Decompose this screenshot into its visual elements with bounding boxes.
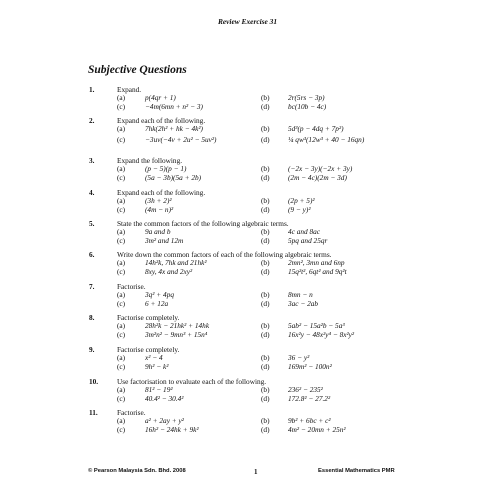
part-expression: 8xy, 4x and 2xy² bbox=[145, 266, 193, 276]
question-instruction: Expand. bbox=[117, 85, 142, 94]
question-part-row bbox=[0, 363, 495, 371]
question-instruction: Use factorisation to evaluate each of the following. bbox=[117, 377, 267, 386]
part-expression: (3h + 2)² bbox=[145, 196, 172, 206]
footer-publisher: © Pearson Malaysia Sdn. Bhd. 2008 bbox=[88, 468, 186, 474]
question-block bbox=[0, 314, 495, 339]
part-expression: 3m²n² − 9mn³ + 15n⁴ bbox=[145, 329, 208, 339]
part-expression: 2mn², 3mn and 6np bbox=[288, 258, 345, 268]
question-part-row bbox=[0, 174, 495, 182]
part-label: (c) bbox=[117, 172, 126, 182]
page-header-title: Review Exercise 31 bbox=[217, 17, 278, 26]
part-label: (d) bbox=[261, 266, 270, 276]
question-part-row bbox=[0, 331, 495, 339]
part-label: (b) bbox=[261, 196, 270, 206]
part-expression: 3q² + 4pq bbox=[145, 290, 175, 300]
question-block bbox=[0, 86, 495, 111]
part-expression: 3ac − 2ab bbox=[288, 298, 319, 308]
footer-page-number: 1 bbox=[254, 468, 258, 476]
part-label: (a) bbox=[117, 258, 126, 268]
question-block bbox=[0, 409, 495, 434]
question-number: 3. bbox=[89, 156, 95, 165]
question-part-row bbox=[0, 103, 495, 111]
part-label: (d) bbox=[261, 172, 270, 182]
question-part-row bbox=[0, 237, 495, 245]
part-expression: 15q²t², 6qt² and 9q²t bbox=[288, 266, 347, 276]
part-expression: 16h² − 24hk + 9k² bbox=[145, 424, 199, 434]
part-expression: 9a and b bbox=[145, 227, 171, 237]
part-expression: 9h² − k² bbox=[145, 361, 169, 371]
question-number: 8. bbox=[89, 313, 95, 322]
question-instruction: State the common factors of the following algebraic terms. bbox=[117, 219, 289, 228]
question-part-row bbox=[0, 259, 495, 267]
part-label: (d) bbox=[261, 235, 270, 245]
question-part-row bbox=[0, 417, 495, 425]
part-label: (d) bbox=[261, 101, 270, 111]
question-part-row bbox=[0, 426, 495, 434]
part-label: (d) bbox=[261, 298, 270, 308]
part-label: (b) bbox=[261, 124, 270, 134]
part-label: (b) bbox=[261, 290, 270, 300]
part-expression: 14h²k, 7hk and 21hk² bbox=[145, 258, 207, 268]
question-part-row bbox=[0, 165, 495, 173]
part-label: (a) bbox=[117, 93, 126, 103]
question-part-row bbox=[0, 94, 495, 102]
question-block bbox=[0, 283, 495, 308]
part-label: (b) bbox=[261, 227, 270, 237]
part-label: (a) bbox=[117, 385, 126, 395]
question-instruction: Factorise completely. bbox=[117, 345, 180, 354]
part-label: (b) bbox=[261, 353, 270, 363]
part-label: (a) bbox=[117, 290, 126, 300]
part-expression: 4c and 8ac bbox=[288, 227, 321, 237]
part-label: (d) bbox=[261, 393, 270, 403]
part-expression: (p − 5)(p − 1) bbox=[145, 164, 187, 174]
part-label: (c) bbox=[117, 298, 126, 308]
part-expression: (−2x − 3y)(−2x + 3y) bbox=[288, 164, 353, 174]
part-label: (c) bbox=[117, 135, 126, 145]
part-expression: 236² − 235² bbox=[288, 385, 323, 395]
question-part-row bbox=[0, 395, 495, 403]
part-expression: −3uv(−4v + 2u² − 5uv²) bbox=[145, 135, 217, 145]
part-expression: (2p + 5)² bbox=[288, 196, 315, 206]
question-instruction: Expand each of the following. bbox=[117, 188, 206, 197]
part-expression: 172.8² − 27.2² bbox=[288, 393, 331, 403]
part-label: (c) bbox=[117, 393, 126, 403]
question-number: 1. bbox=[89, 85, 95, 94]
part-expression: 40.4² − 30.4² bbox=[145, 393, 184, 403]
question-instruction: Write down the common factors of each of the following algebraic terms. bbox=[117, 250, 332, 259]
part-expression: 9b² + 6bc + c² bbox=[288, 416, 331, 426]
part-expression: 8mn − n bbox=[288, 290, 313, 300]
part-label: (a) bbox=[117, 164, 126, 174]
part-label: (a) bbox=[117, 321, 126, 331]
part-expression: 5ab² − 15a²b − 5a³ bbox=[288, 321, 345, 331]
part-label: (d) bbox=[261, 361, 270, 371]
part-expression: 5pq and 25qr bbox=[288, 235, 328, 245]
part-expression: 16x²y − 48x²y⁴ − 8x²y² bbox=[288, 329, 355, 339]
part-expression: bc(10b − 4c) bbox=[288, 101, 327, 111]
part-label: (a) bbox=[117, 227, 126, 237]
question-instruction: Expand each of the following. bbox=[117, 116, 206, 125]
part-expression: 81² − 19² bbox=[145, 385, 173, 395]
question-number: 6. bbox=[89, 250, 95, 259]
question-part-row bbox=[0, 125, 495, 136]
question-part-row bbox=[0, 228, 495, 236]
question-number: 2. bbox=[89, 116, 95, 125]
part-label: (b) bbox=[261, 416, 270, 426]
question-part-row bbox=[0, 386, 495, 394]
part-label: (c) bbox=[117, 329, 126, 339]
section-title: Subjective Questions bbox=[88, 64, 187, 76]
question-number: 5. bbox=[89, 219, 95, 228]
question-part-row bbox=[0, 206, 495, 214]
question-part-row bbox=[0, 197, 495, 205]
part-label: (d) bbox=[261, 424, 270, 434]
part-label: (d) bbox=[261, 135, 270, 145]
part-label: (c) bbox=[117, 266, 126, 276]
question-block bbox=[0, 346, 495, 371]
part-label: (b) bbox=[261, 93, 270, 103]
part-expression: a² + 2ay + y² bbox=[145, 416, 184, 426]
question-instruction: Expand the following. bbox=[117, 156, 183, 165]
part-label: (c) bbox=[117, 361, 126, 371]
part-label: (a) bbox=[117, 416, 126, 426]
question-number: 10. bbox=[89, 377, 99, 386]
part-label: (b) bbox=[261, 164, 270, 174]
part-expression: 7hk(2h² + hk − 4k²) bbox=[145, 124, 203, 134]
part-label: (b) bbox=[261, 258, 270, 268]
part-expression: −4m(6mn + n² − 3) bbox=[145, 101, 203, 111]
question-instruction: Factorise. bbox=[117, 408, 146, 417]
question-block bbox=[0, 189, 495, 214]
part-label: (c) bbox=[117, 204, 126, 214]
part-label: (a) bbox=[117, 124, 126, 134]
part-expression: 6 + 12a bbox=[145, 298, 169, 308]
question-block bbox=[0, 157, 495, 182]
part-expression: 28h²k − 21hk² + 14hk bbox=[145, 321, 210, 331]
question-instruction: Factorise. bbox=[117, 282, 146, 291]
part-expression: 5d³(p − 4dq + 7p²) bbox=[288, 124, 344, 134]
question-block bbox=[0, 251, 495, 276]
part-expression: 4m² − 20mn + 25n² bbox=[288, 424, 346, 434]
part-expression: (9 − y)² bbox=[288, 204, 311, 214]
part-expression: 3m² and 12m bbox=[145, 235, 184, 245]
part-label: (c) bbox=[117, 235, 126, 245]
part-expression: 169m² − 100n² bbox=[288, 361, 332, 371]
part-expression: (5a − 3b)(5a + 2b) bbox=[145, 172, 202, 182]
part-label: (d) bbox=[261, 204, 270, 214]
question-part-row bbox=[0, 300, 495, 308]
question-block bbox=[0, 117, 495, 147]
part-expression: p(4qr + 1) bbox=[145, 93, 176, 103]
part-expression: ¼ qw³(12w³ + 40 − 16qn) bbox=[288, 135, 365, 145]
part-expression: x² − 4 bbox=[145, 353, 163, 363]
part-label: (a) bbox=[117, 353, 126, 363]
part-expression: (4m − n)² bbox=[145, 204, 174, 214]
question-number: 11. bbox=[89, 408, 98, 417]
part-expression: 36 − y² bbox=[288, 353, 310, 363]
question-part-row bbox=[0, 291, 495, 299]
part-label: (b) bbox=[261, 385, 270, 395]
part-label: (c) bbox=[117, 101, 126, 111]
question-number: 7. bbox=[89, 282, 95, 291]
question-part-row bbox=[0, 322, 495, 330]
question-instruction: Factorise completely. bbox=[117, 313, 180, 322]
question-part-row bbox=[0, 136, 495, 147]
question-part-row bbox=[0, 268, 495, 276]
part-label: (d) bbox=[261, 329, 270, 339]
footer-book-title: Essential Mathematics PMR bbox=[318, 468, 395, 474]
question-part-row bbox=[0, 354, 495, 362]
part-expression: 2r(5rs − 3p) bbox=[288, 93, 325, 103]
question-block bbox=[0, 378, 495, 403]
question-number: 9. bbox=[89, 345, 95, 354]
question-block bbox=[0, 220, 495, 245]
part-label: (c) bbox=[117, 424, 126, 434]
part-label: (a) bbox=[117, 196, 126, 206]
part-expression: (2m − 4c)(2m − 3d) bbox=[288, 172, 347, 182]
question-number: 4. bbox=[89, 188, 95, 197]
part-label: (b) bbox=[261, 321, 270, 331]
